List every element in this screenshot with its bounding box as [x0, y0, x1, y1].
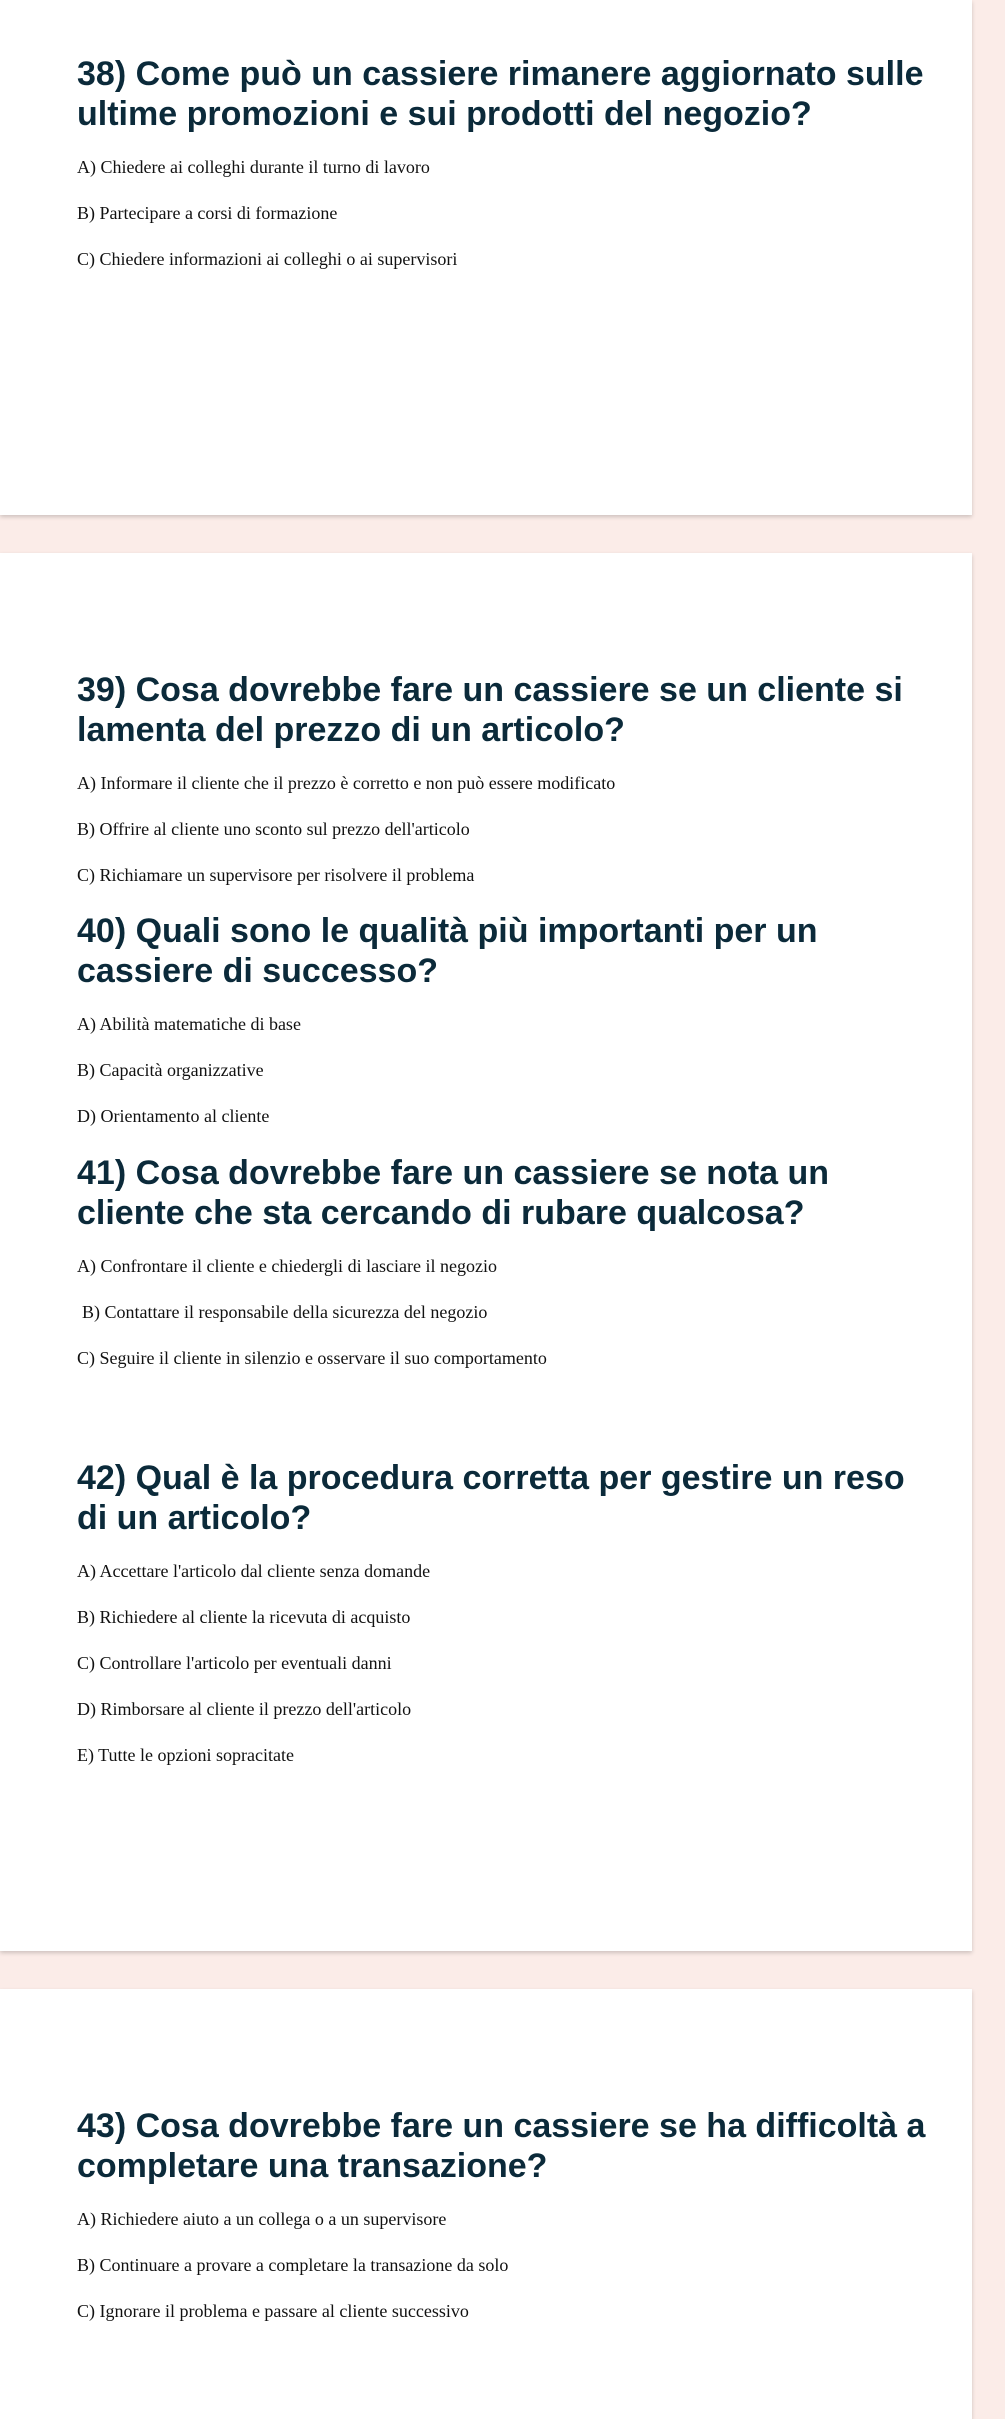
document-page-3 — [0, 1989, 972, 2419]
question-title: 38) Come può un cassiere rimanere aggiornato sulle ultime promozioni e sui prodotti del negozio? — [77, 55, 924, 133]
question-39 — [77, 670, 932, 910]
answer-option: B) Richiedere al cliente la ricevuta di acquisto — [77, 1607, 411, 1627]
question-43 — [77, 2106, 932, 2346]
answer-list — [77, 156, 932, 294]
answer-option: C) Richiamare un supervisore per risolvere il problema — [77, 865, 475, 885]
answer-option: C) Seguire il cliente in silenzio e osservare il suo comportamento — [77, 1348, 547, 1368]
answer-option: C) Controllare l'articolo per eventuali danni — [77, 1653, 392, 1673]
question-title: 42) Qual è la procedura corretta per gestire un reso di un articolo? — [77, 1459, 905, 1537]
question-title: 41) Cosa dovrebbe fare un cassiere se nota un cliente che sta cercando di rubare qualcosa? — [77, 1154, 830, 1232]
answer-option: B) Capacità organizzative — [77, 1060, 264, 1080]
answer-option: B) Contattare il responsabile della sicurezza del negozio — [82, 1302, 488, 1322]
question-title: 40) Quali sono le qualità più importanti per un cassiere di successo? — [77, 912, 818, 990]
answer-option: E) Tutte le opzioni sopracitate — [77, 1745, 294, 1765]
answer-option: A) Abilità matematiche di base — [77, 1014, 301, 1034]
document-page-2 — [0, 553, 972, 1951]
question-title: 39) Cosa dovrebbe fare un cassiere se un cliente si lamenta del prezzo di un articolo? — [77, 671, 903, 749]
answer-option: C) Ignorare il problema e passare al cliente successivo — [77, 2301, 469, 2321]
answer-list — [77, 772, 932, 910]
answer-option: D) Rimborsare al cliente il prezzo dell'articolo — [77, 1699, 412, 1719]
question-42 — [77, 1458, 932, 1790]
answer-option: A) Confrontare il cliente e chiedergli di lasciare il negozio — [77, 1256, 498, 1276]
answer-option: A) Chiedere ai colleghi durante il turno di lavoro — [77, 157, 430, 177]
question-40 — [77, 911, 932, 1151]
answer-list — [77, 1013, 932, 1151]
answer-list — [77, 2208, 932, 2346]
answer-option: A) Accettare l'articolo dal cliente senza domande — [77, 1561, 431, 1581]
answer-option: B) Offrire al cliente uno sconto sul prezzo dell'articolo — [77, 819, 470, 839]
question-title: 43) Cosa dovrebbe fare un cassiere se ha difficoltà a completare una transazione? — [77, 2107, 926, 2185]
question-41 — [77, 1153, 932, 1393]
answer-option: B) Continuare a provare a completare la transazione da solo — [77, 2255, 509, 2275]
answer-list — [77, 1560, 932, 1790]
answer-list — [77, 1255, 932, 1393]
answer-option: B) Partecipare a corsi di formazione — [77, 203, 338, 223]
answer-option: A) Richiedere aiuto a un collega o a un supervisore — [77, 2209, 447, 2229]
answer-option: C) Chiedere informazioni ai colleghi o ai supervisori — [77, 249, 458, 269]
document-page-1 — [0, 0, 972, 515]
answer-option: A) Informare il cliente che il prezzo è corretto e non può essere modificato — [77, 773, 616, 793]
answer-option: D) Orientamento al cliente — [77, 1106, 270, 1126]
question-38 — [77, 54, 932, 294]
